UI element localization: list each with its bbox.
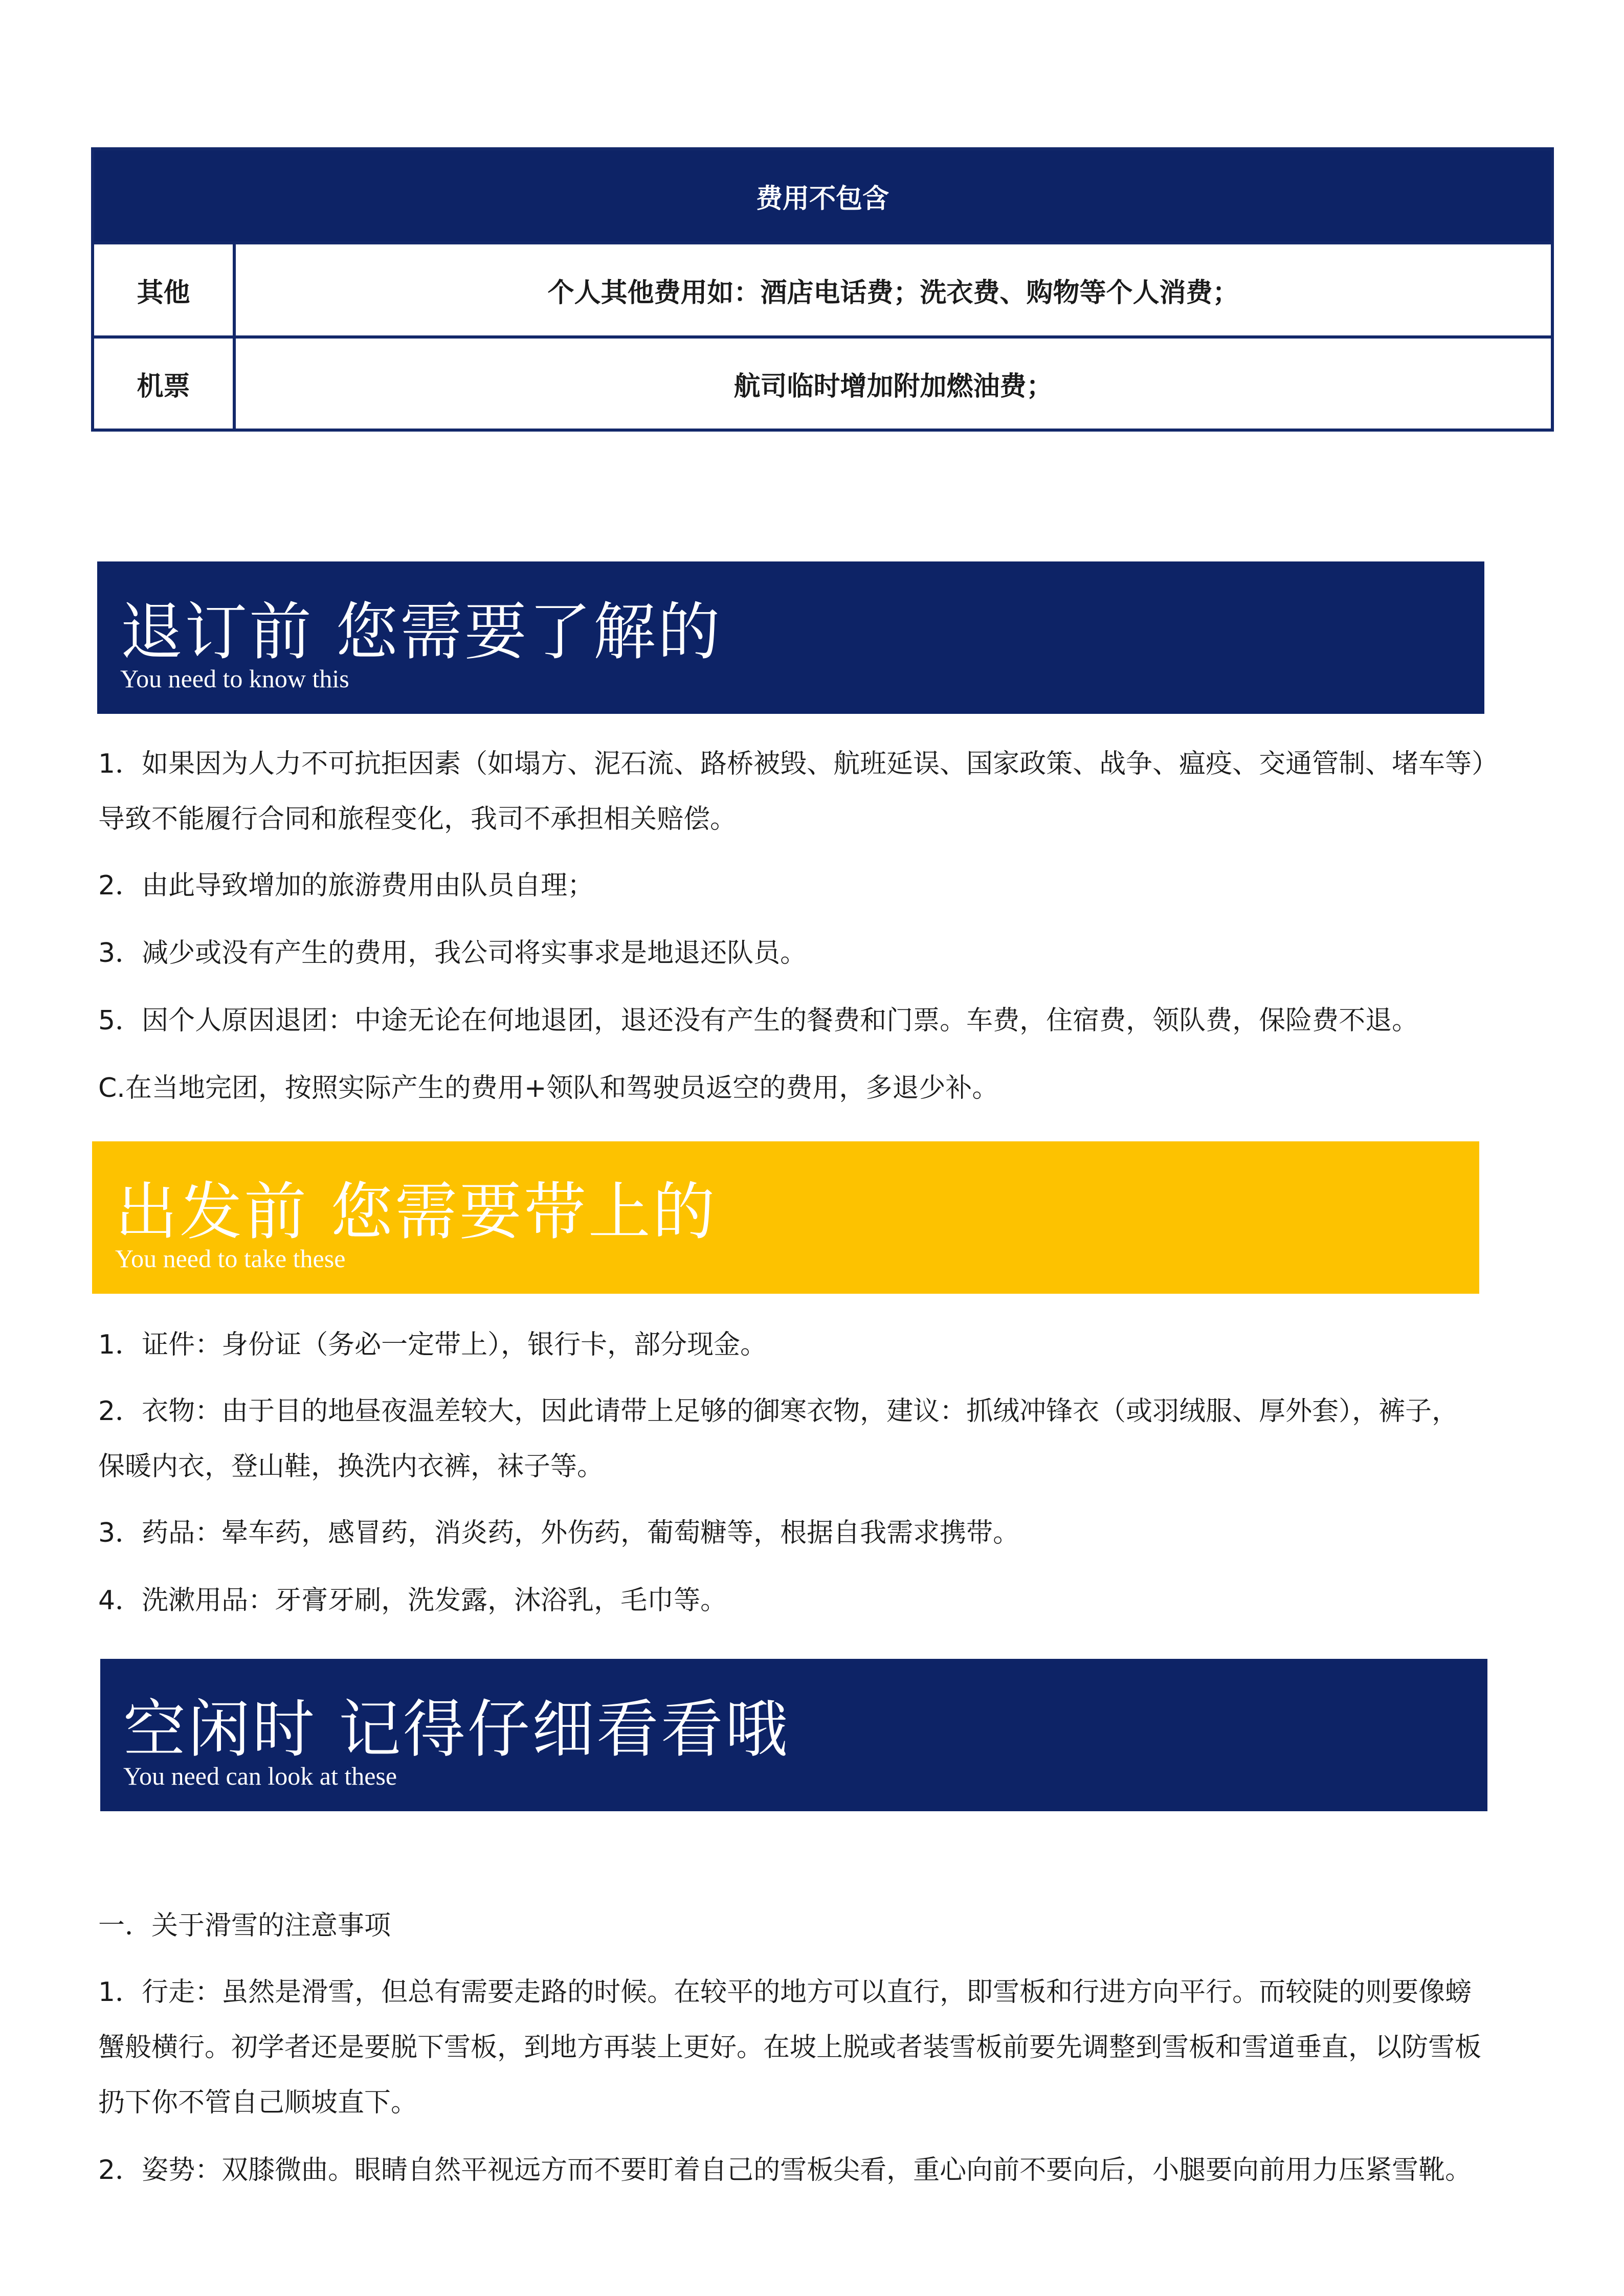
cost-row-value: 个人其他费用如：酒店电话费；洗衣费、购物等个人消费；: [547, 277, 1239, 308]
cancel-text-line: 2．由此导致增加的旅游费用由队员自理；: [98, 870, 594, 901]
packing-text-line: 4．洗漱用品：牙膏牙刷，洗发露，沐浴乳，毛巾等。: [98, 1585, 727, 1616]
packing-text-line: 保暖内衣，登山鞋，换洗内衣裤，袜子等。: [98, 1451, 604, 1482]
cost-row-value: 航司临时增加附加燃油费；: [733, 371, 1053, 402]
cost-row-other: [94, 241, 1551, 335]
section-title: 空闲时 记得仔细看看哦: [123, 1693, 790, 1766]
packing-text-line: 1．证件：身份证（务必一定带上），银行卡，部分现金。: [98, 1330, 767, 1360]
cost-row-label: 机票: [94, 339, 236, 429]
cancel-text-line: 3．减少或没有产生的费用，我公司将实事求是地退还队员。: [98, 938, 807, 969]
packing-section-banner: [92, 1141, 1479, 1294]
packing-text-line: 3．药品：晕车药，感冒药，消炎药，外伤药，葡萄糖等，根据自我需求携带。: [98, 1518, 1020, 1548]
section-subtitle: You need can look at these: [123, 1762, 397, 1790]
leisure-text-line: 扔下你不管自己顺坡直下。: [98, 2087, 418, 2118]
leisure-text-line: 2．姿势：双膝微曲。眼睛自然平视远方而不要盯着自己的雪板尖看，重心向前不要向后，小腿要向前用力压紧雪靴。: [98, 2155, 1472, 2186]
cost-exclusions-table: [91, 147, 1554, 432]
cost-exclusions-header: 费用不包含: [94, 150, 1551, 241]
cancel-text-line: 导致不能履行合同和旅程变化，我司不承担相关赔偿。: [98, 804, 737, 835]
leisure-text-line: 一．关于滑雪的注意事项: [98, 1910, 391, 1941]
cancel-text-line: 1．如果因为人力不可抗拒因素（如塌方、泥石流、路桥被毁、航班延误、国家政策、战争、瘟疫、交通管制、堵车等）: [98, 749, 1499, 779]
cancel-text-line: 5．因个人原因退团：中途无论在何地退团，退还没有产生的餐费和门票。车费，住宿费，领队费，保险费不退。: [98, 1005, 1419, 1036]
leisure-text-line: 1．行走：虽然是滑雪，但总有需要走路的时候。在较平的地方可以直行，即雪板和行进方向平行。而较陡的则要像螃: [98, 1977, 1472, 2008]
cancel-section-banner: [97, 561, 1484, 714]
cancel-text-line: C.在当地完团，按照实际产生的费用+领队和驾驶员返空的费用，多退少补。: [98, 1073, 999, 1104]
cost-row-airfare: [94, 335, 1551, 429]
section-subtitle: You need to take these: [115, 1244, 346, 1273]
cost-row-label: 其他: [94, 244, 236, 335]
section-title: 退订前 您需要了解的: [120, 596, 722, 668]
packing-text-line: 2．衣物：由于目的地昼夜温差较大，因此请带上足够的御寒衣物，建议：抓绒冲锋衣（或羽绒服、厚外套），裤子，: [98, 1396, 1459, 1427]
section-subtitle: You need to know this: [120, 664, 349, 693]
section-title: 出发前 您需要带上的: [115, 1176, 717, 1248]
leisure-text-line: 蟹般横行。初学者还是要脱下雪板，到地方再装上更好。在坡上脱或者装雪板前要先调整到雪板和雪道垂直，以防雪板: [98, 2032, 1482, 2063]
leisure-section-banner: [100, 1659, 1487, 1811]
